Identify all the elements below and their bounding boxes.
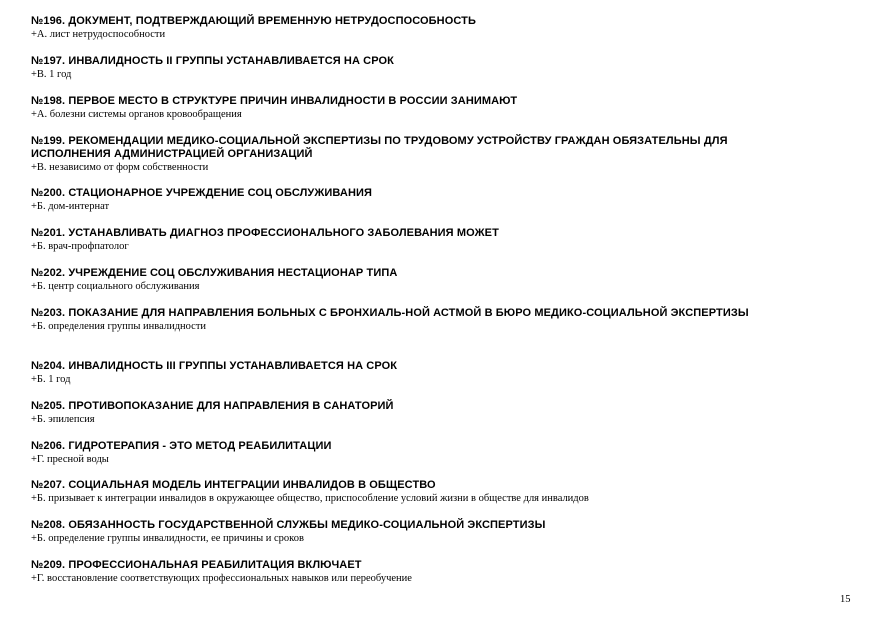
answer-text: +В. независимо от форм собственности (31, 162, 209, 173)
answer-text: +А. лист нетрудоспособности (31, 29, 166, 40)
question-item-196 (31, 15, 831, 41)
answer-text: +Б. призывает к интеграции инвалидов в окружающее общество, приспособление условий жизни в обществе для инвалидов (31, 493, 589, 504)
answer-text: +А. болезни системы органов кровообращения (31, 109, 242, 120)
question-item-205 (31, 400, 831, 426)
question-text: №209. ПРОФЕССИОНАЛЬНАЯ РЕАБИЛИТАЦИЯ ВКЛЮЧАЕТ (31, 559, 362, 571)
answer-text: +Б. 1 год (31, 374, 71, 385)
question-item-199 (31, 135, 831, 174)
question-text-line2: ИСПОЛНЕНИЯ АДМИНИСТРАЦИЕЙ ОРГАНИЗАЦИЙ (31, 148, 313, 160)
question-item-208 (31, 519, 831, 545)
question-text: №208. ОБЯЗАННОСТЬ ГОСУДАРСТВЕННОЙ СЛУЖБЫ МЕДИКО-СОЦИАЛЬНОЙ ЭКСПЕРТИЗЫ (31, 519, 546, 531)
question-item-204 (31, 360, 831, 386)
answer-text: +Г. пресной воды (31, 454, 109, 465)
question-text: №205. ПРОТИВОПОКАЗАНИЕ ДЛЯ НАПРАВЛЕНИЯ В САНАТОРИЙ (31, 400, 394, 412)
question-item-206 (31, 440, 831, 466)
answer-text: +В. 1 год (31, 69, 72, 80)
question-text: №207. СОЦИАЛЬНАЯ МОДЕЛЬ ИНТЕГРАЦИИ ИНВАЛИДОВ В ОБЩЕСТВО (31, 479, 436, 491)
question-text: №198. ПЕРВОЕ МЕСТО В СТРУКТУРЕ ПРИЧИН ИНВАЛИДНОСТИ В РОССИИ ЗАНИМАЮТ (31, 95, 518, 107)
question-item-200 (31, 187, 831, 213)
answer-text: +Б. эпилепсия (31, 414, 95, 425)
question-item-207 (31, 479, 831, 505)
question-item-202 (31, 267, 831, 293)
answer-text: +Б. центр социального обслуживания (31, 281, 200, 292)
question-item-209 (31, 559, 831, 585)
question-text: №203. ПОКАЗАНИЕ ДЛЯ НАПРАВЛЕНИЯ БОЛЬНЫХ С БРОНХИАЛЬ-НОЙ АСТМОЙ В БЮРО МЕДИКО-СОЦИАЛЬНОЙ ЭКСПЕРТИЗЫ (31, 307, 749, 319)
question-item-198 (31, 95, 831, 121)
answer-text: +Б. врач-профпатолог (31, 241, 129, 252)
question-text: №202. УЧРЕЖДЕНИЕ СОЦ ОБСЛУЖИВАНИЯ НЕСТАЦИОНАР ТИПА (31, 267, 398, 279)
question-item-201 (31, 227, 831, 253)
question-text: №197. ИНВАЛИДНОСТЬ II ГРУППЫ УСТАНАВЛИВАЕТСЯ НА СРОК (31, 55, 394, 67)
question-text: №196. ДОКУМЕНТ, ПОДТВЕРЖДАЮЩИЙ ВРЕМЕННУЮ НЕТРУДОСПОСОБНОСТЬ (31, 15, 476, 27)
question-text: №206. ГИДРОТЕРАПИЯ - ЭТО МЕТОД РЕАБИЛИТАЦИИ (31, 440, 332, 452)
answer-text: +Б. определение группы инвалидности, ее причины и сроков (31, 533, 304, 544)
question-text: №199. РЕКОМЕНДАЦИИ МЕДИКО-СОЦИАЛЬНОЙ ЭКСПЕРТИЗЫ ПО ТРУДОВОМУ УСТРОЙСТВУ ГРАЖДАН ОБЯЗАТЕЛЬНЫ ДЛЯ (31, 135, 728, 147)
page-number: 15 (840, 594, 851, 605)
answer-text: +Б. определения группы инвалидности (31, 321, 207, 332)
question-text: №204. ИНВАЛИДНОСТЬ III ГРУППЫ УСТАНАВЛИВАЕТСЯ НА СРОК (31, 360, 398, 372)
question-text: №200. СТАЦИОНАРНОЕ УЧРЕЖДЕНИЕ СОЦ ОБСЛУЖИВАНИЯ (31, 187, 372, 199)
question-item-203 (31, 307, 831, 333)
answer-text: +Б. дом-интернат (31, 201, 110, 212)
question-item-197 (31, 55, 831, 81)
answer-text: +Г. восстановление соответствующих профессиональных навыков или переобучение (31, 573, 412, 584)
question-text: №201. УСТАНАВЛИВАТЬ ДИАГНОЗ ПРОФЕССИОНАЛЬНОГО ЗАБОЛЕВАНИЯ МОЖЕТ (31, 227, 499, 239)
